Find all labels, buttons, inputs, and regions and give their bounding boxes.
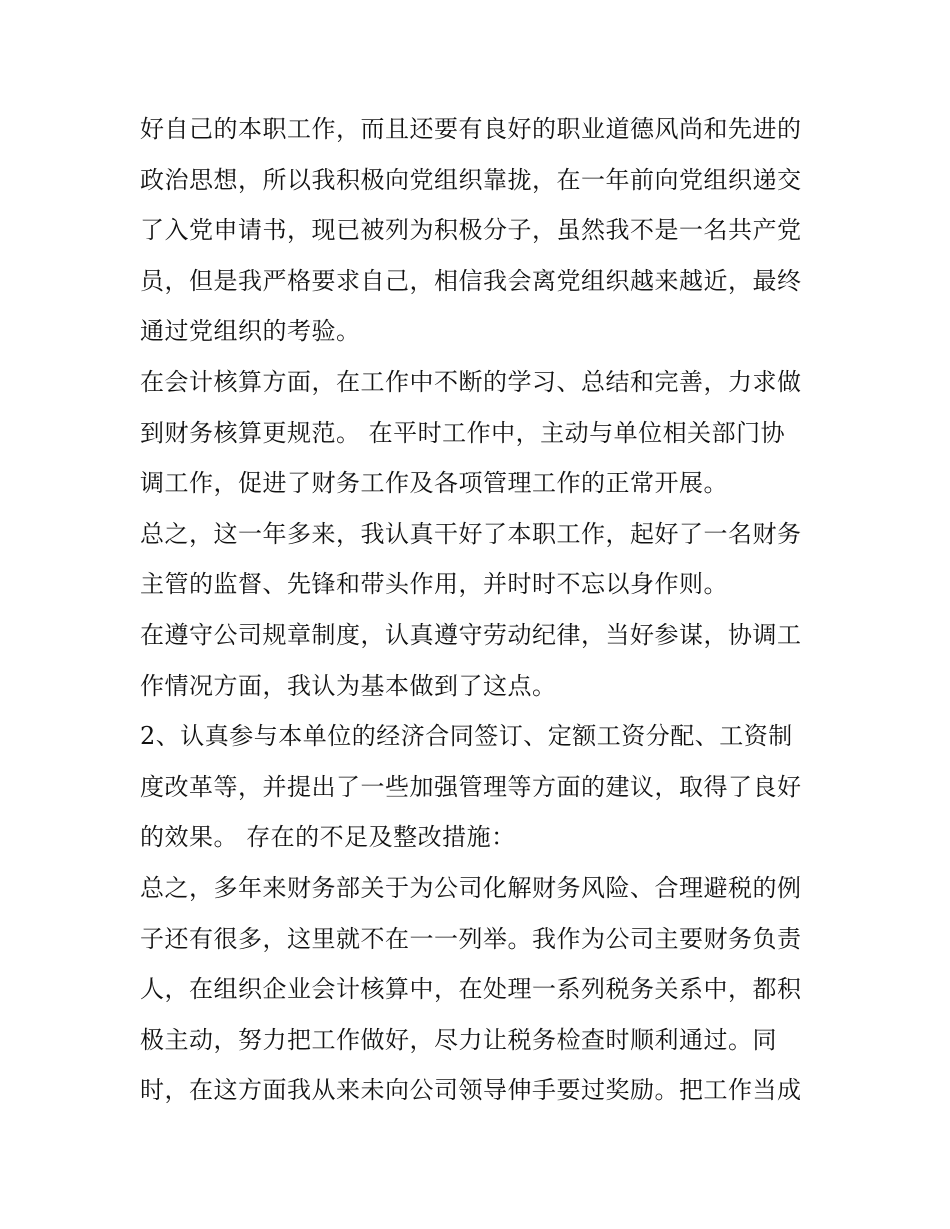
- text-line: 作情况方面，我认为基本做到了这点。: [140, 671, 557, 700]
- text-line: 子还有很多，这里就不在一一列举。我作为公司主要财务负责: [140, 924, 802, 953]
- text-line: 政治思想，所以我积极向党组织靠拢，在一年前向党组织递交: [140, 165, 802, 194]
- text-line: 了入党申请书，现已被列为积极分子，虽然我不是一名共产党: [140, 216, 802, 245]
- text-line: 员，但是我严格要求自己，相信我会离党组织越来越近，最终: [140, 266, 802, 295]
- text-line: 时，在这方面我从来未向公司领导伸手要过奖励。把工作当成: [140, 1076, 802, 1105]
- text-line: 到财务核算更规范。 在平时工作中，主动与单位相关部门协: [140, 418, 786, 447]
- text-line: 2、认真参与本单位的经济合同签订、定额工资分配、工资制: [140, 722, 793, 751]
- document-body: [140, 104, 820, 1116]
- text-line: 调工作，促进了财务工作及各项管理工作的正常开展。: [140, 469, 728, 498]
- text-line: 总之，这一年多来，我认真干好了本职工作，起好了一名财务: [140, 519, 802, 548]
- text-line: 在遵守公司规章制度，认真遵守劳动纪律，当好参谋，协调工: [140, 620, 802, 649]
- text-line: 度改革等，并提出了一些加强管理等方面的建议，取得了良好: [140, 772, 802, 801]
- text-line: 好自己的本职工作，而且还要有良好的职业道德风尚和先进的: [140, 115, 802, 143]
- text-line: 通过党组织的考验。: [140, 317, 361, 346]
- text-line: 总之，多年来财务部关于为公司化解财务风险、合理避税的例: [140, 873, 802, 902]
- text-line: 在会计核算方面，在工作中不断的学习、总结和完善，力求做: [140, 367, 802, 396]
- text-line: 的效果。 存在的不足及整改措施：: [140, 823, 516, 852]
- text-line: 极主动，努力把工作做好，尽力让税务检查时顺利通过。同: [140, 1025, 777, 1054]
- text-line: 人，在组织企业会计核算中，在处理一系列税务关系中，都积: [140, 975, 802, 1004]
- text-line: 主管的监督、先锋和带头作用，并时时不忘以身作则。: [140, 570, 728, 599]
